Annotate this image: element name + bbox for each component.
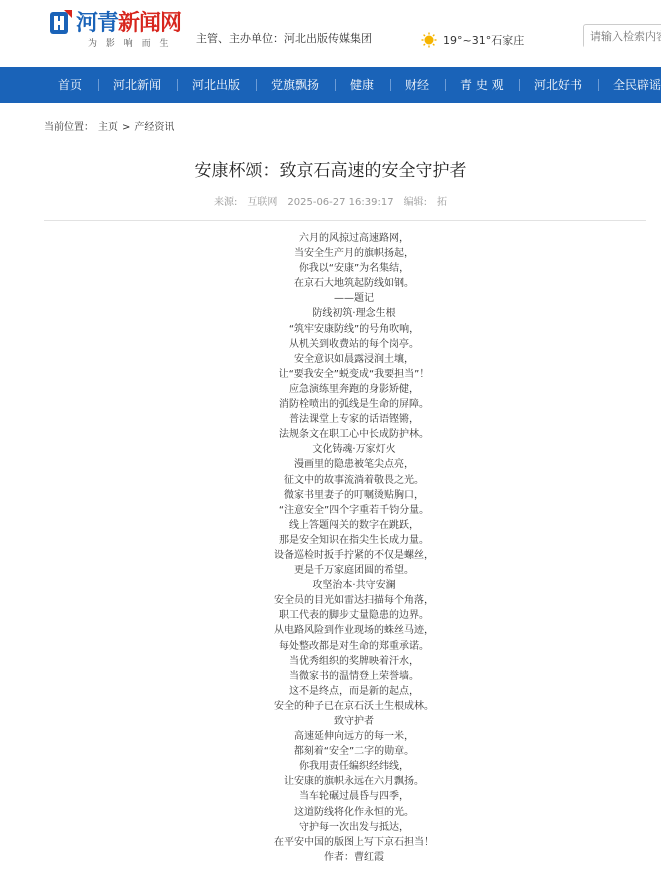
editor-label: 编辑: — [403, 197, 427, 208]
nav-divider — [390, 79, 391, 91]
breadcrumb-separator: > — [122, 122, 131, 133]
body-line: 文化铸魂·万家灯火 — [312, 444, 396, 456]
body-line: 当优秀组织的奖牌映着汗水， — [289, 655, 419, 667]
body-line: 让“要我安全”蜕变成“我要担当”！ — [278, 368, 430, 380]
body-line: 消防栓喷出的弧线是生命的屏障。 — [279, 399, 429, 411]
publish-datetime: 2025-06-27 16:39:17 — [287, 197, 394, 208]
body-line: 安全员的目光如雷达扫描每个角落， — [274, 595, 434, 607]
breadcrumb-label: 当前位置： — [44, 122, 94, 133]
body-line: 当车轮碾过晨昏与四季， — [299, 791, 409, 803]
body-line: 线上答题闯关的数字在跳跃， — [289, 519, 419, 531]
nav-item-finance[interactable]: 财经 — [405, 78, 430, 92]
nav-item-party-flag[interactable]: 党旗飘扬 — [271, 78, 320, 92]
search-input[interactable] — [584, 26, 661, 48]
logo-mark-icon — [48, 8, 74, 38]
nav-divider — [519, 79, 520, 91]
breadcrumb-home-link[interactable]: 主页 — [98, 122, 118, 133]
logo-text: 河青新闻网 — [76, 11, 182, 36]
body-line: 都刻着“安全”二字的勋章。 — [293, 746, 415, 758]
article-meta — [0, 193, 661, 208]
nav-divider — [256, 79, 257, 91]
body-line: 你我用责任编织经纬线， — [299, 761, 409, 773]
body-line: 安全意识如晨露浸润土壤， — [294, 353, 414, 365]
nav-divider — [335, 79, 336, 91]
body-line: 漫画里的隐患被笔尖点亮， — [294, 459, 414, 471]
nav-divider — [445, 79, 446, 91]
body-line: “筑牢安康防线”的号角吹响， — [288, 323, 420, 335]
nav-item-history[interactable]: 青 史 观 — [460, 78, 504, 92]
body-line: 你我以“安康”为名集结， — [298, 263, 410, 275]
body-line: 从机关到收费站的每个岗亭。 — [289, 338, 419, 350]
body-line: 法规条文在职工心中长成防护林。 — [279, 429, 429, 441]
logo-slogan: 为 影 响 而 生 — [88, 39, 172, 49]
body-line: 微家书里妻子的叮嘱烫贴胸口， — [284, 489, 424, 501]
article-body — [200, 231, 508, 865]
body-line: 那是安全知识在指尖生长成力量。 — [279, 534, 429, 546]
body-line: 应急演练里奔跑的身影矫健， — [289, 383, 419, 395]
nav-item-good-books[interactable]: 河北好书 — [534, 78, 583, 92]
breadcrumb — [44, 118, 178, 133]
source-label: 来源: — [214, 197, 238, 208]
site-logo[interactable] — [48, 8, 188, 52]
nav-item-hebei-news[interactable]: 河北新闻 — [113, 78, 162, 92]
nav-item-rumor-debunk[interactable]: 全民辟谣 — [613, 78, 661, 92]
body-line: 安全的种子已在京石沃土生根成林。 — [274, 700, 434, 712]
main-nav — [0, 67, 661, 103]
body-line: 高速延伸向远方的每一米， — [294, 731, 414, 743]
body-line: 这道防线将化作永恒的光。 — [294, 806, 414, 818]
weather-text: 19°~31°石家庄 — [443, 34, 525, 47]
body-line: 更是千万家庭团圆的希望。 — [294, 565, 414, 577]
search-box[interactable] — [583, 24, 661, 48]
body-line: 致守护者 — [334, 716, 374, 727]
body-line: 当微家书的温情登上荣誉墙。 — [289, 670, 419, 682]
body-line: 职工代表的脚步丈量隐患的边界。 — [279, 610, 429, 622]
body-line: 普法课堂上专家的话语铿锵， — [289, 414, 419, 426]
body-line: “注意安全”四个字重若千钧分量。 — [278, 504, 430, 516]
editor-value: 拓 — [436, 197, 447, 208]
nav-item-home[interactable]: 首页 — [58, 78, 83, 92]
nav-item-health[interactable]: 健康 — [350, 78, 375, 92]
body-line: ——题记 — [334, 293, 374, 305]
body-line: 让安康的旗帜永远在六月飘扬。 — [284, 776, 424, 788]
body-line: 设备巡检时扳手拧紧的不仅是螺丝， — [274, 549, 434, 561]
weather-widget — [421, 32, 524, 48]
site-header — [0, 0, 661, 67]
body-line: 每处整改都是对生命的郑重承诺。 — [279, 640, 429, 652]
body-line: 当安全生产月的旗帜扬起， — [294, 248, 414, 260]
article-title: 安康杯颂：致京石高速的安全守护者 — [194, 161, 467, 181]
source-value: 互联网 — [247, 197, 278, 208]
body-line: 征文中的故事流淌着敬畏之光。 — [284, 474, 424, 486]
body-line: 这不是终点，而是新的起点， — [289, 685, 419, 697]
body-line: 作者：曹红霞 — [324, 851, 384, 863]
nav-divider — [177, 79, 178, 91]
body-line: 从电路风险到作业现场的蛛丝马迹， — [274, 625, 434, 637]
body-line: 在京石大地筑起防线如钢。 — [294, 278, 414, 290]
body-line: 六月的风掠过高速路网， — [299, 233, 409, 244]
breadcrumb-section-link[interactable]: 产经资讯 — [134, 122, 175, 133]
sponsor-text: 主管、主办单位：河北出版传媒集团 — [196, 32, 372, 45]
nav-item-hebei-publishing[interactable]: 河北出版 — [192, 78, 241, 92]
body-line: 在平安中国的版图上写下京石担当！ — [274, 836, 434, 848]
nav-divider — [98, 79, 99, 91]
title-divider — [44, 220, 646, 221]
body-line: 防线初筑·理念生根 — [312, 308, 396, 320]
body-line: 守护每一次出发与抵达， — [299, 821, 409, 833]
body-line: 攻坚治本·共守安澜 — [312, 580, 396, 592]
sun-icon — [421, 32, 437, 48]
nav-divider — [598, 79, 599, 91]
